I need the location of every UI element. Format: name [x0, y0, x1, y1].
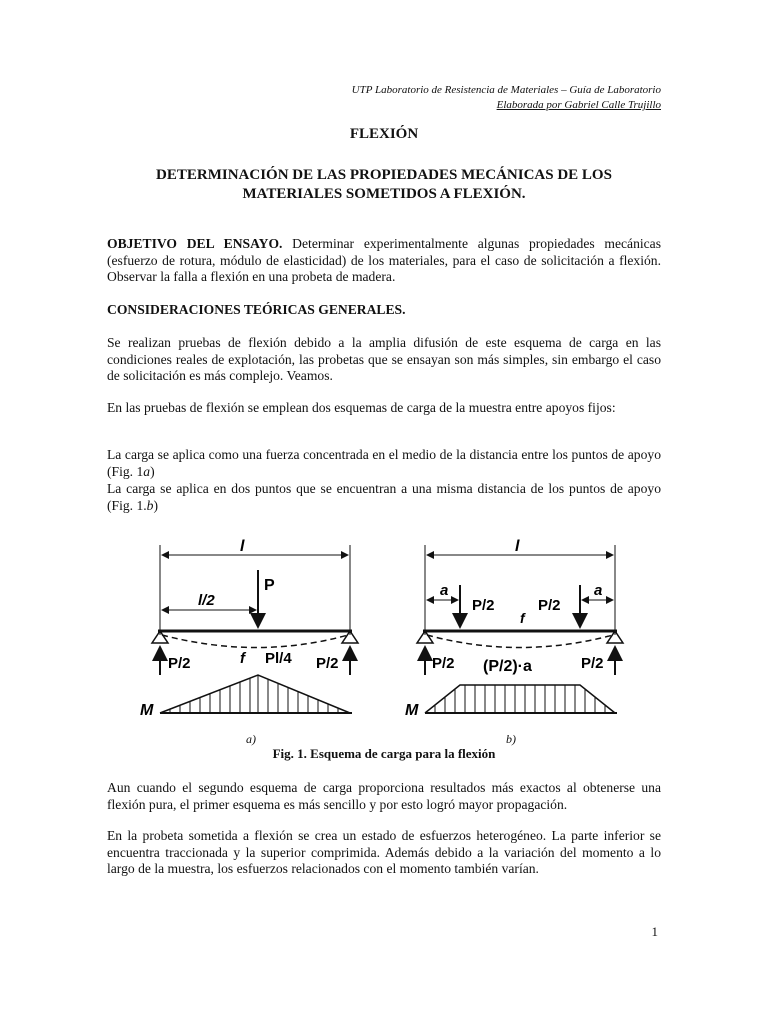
- load-left-b: P/2: [472, 597, 495, 614]
- dist-right-b: a: [594, 582, 603, 599]
- page-header: [352, 83, 661, 113]
- deflection-b: f: [520, 610, 525, 626]
- paragraph-1: Se realizan pruebas de flexión debido a la amplia difusión de este esquema de carga en las condiciones reales de explotación, las probetas que se ensayan son más simples, sin embargo el caso de solicitación es más complejo. Veamos.: [107, 335, 661, 383]
- diagram-b: [405, 538, 623, 719]
- diagram-a: [140, 538, 358, 719]
- section-title: CONSIDERACIONES TEÓRICAS GENERALES.: [107, 302, 406, 317]
- document-title: FLEXIÓN: [349, 126, 419, 142]
- paragraph-2: En las pruebas de flexión se emplean dos esquemas de carga de la muestra entre apoyos fijos:: [107, 400, 616, 415]
- paragraph-3a: [107, 447, 661, 480]
- p3b-end: ): [153, 497, 158, 513]
- reaction-right-a: P/2: [316, 655, 339, 672]
- document-subtitle: DETERMINACIÓN DE LAS PROPIEDADES MECÁNICAS DE LOS MATERIALES SOMETIDOS A FLEXIÓN.: [156, 167, 612, 202]
- span-label-b: l: [515, 538, 520, 555]
- moment-label-b: M: [405, 702, 419, 719]
- dist-left-b: a: [440, 582, 449, 599]
- objective-paragraph: [107, 236, 661, 286]
- span-label-a: l: [240, 538, 245, 555]
- p3a-text: La carga se aplica como una fuerza concentrada en el medio de la distancia entre los puntos de apoyo (Fig. 1: [107, 447, 661, 479]
- objective-text: Determinar experimentalmente algunas propiedades mecánicas (esfuerzo de rotura, módulo de elasticidad) de los materiales, para el caso de solicitación a flexión. Observar la falla a flexión en una probeta de madera.: [107, 236, 661, 284]
- load-label-a: P: [264, 577, 275, 594]
- reaction-left-b: P/2: [432, 655, 455, 672]
- paragraph-5: En la probeta sometida a flexión se crea un estado de esfuerzos heterogéneo. La parte inferior se encuentra traccionada y la superior comprimida. Además debido a la variación del momento a lo largo de la muestra, los esfuerzos relacionados con el momento también varían.: [107, 828, 661, 876]
- paragraph-4: Aun cuando el segundo esquema de carga proporciona resultados más exactos al obtenerse una flexión pura, el primer esquema es más sencillo y por esto logró mayor propagación.: [107, 780, 661, 812]
- p3b-italic: b: [146, 497, 154, 513]
- moment-max-a: Pl/4: [265, 650, 292, 667]
- load-right-b: P/2: [538, 597, 561, 614]
- paragraph-3b: [107, 481, 661, 514]
- objective-label: OBJETIVO DEL ENSAYO.: [107, 236, 283, 251]
- reaction-right-b: P/2: [581, 655, 604, 672]
- deflection-a: f: [240, 650, 245, 667]
- reaction-left-a: P/2: [168, 655, 191, 672]
- sublabel-b: b): [506, 732, 516, 746]
- header-line-2: Elaborada por Gabriel Calle Trujillo: [496, 99, 661, 111]
- p3a-italic: a: [143, 463, 151, 479]
- p3b-text: La carga se aplica en dos puntos que se encuentran a una misma distancia de los puntos de apoyo (Fig. 1.: [107, 481, 661, 513]
- moment-label-a: M: [140, 702, 154, 719]
- figure-caption: Fig. 1. Esquema de carga para la flexión: [272, 746, 496, 761]
- page-number: 1: [651, 924, 658, 939]
- sublabel-a: a): [246, 732, 256, 746]
- moment-max-b: (P/2)·a: [483, 658, 532, 675]
- bending-load-diagram: [140, 535, 640, 750]
- header-line-1: UTP Laboratorio de Resistencia de Materiales – Guía de Laboratorio: [351, 84, 661, 96]
- p3a-end: ): [150, 463, 155, 479]
- half-span-label-a: l/2: [198, 592, 215, 609]
